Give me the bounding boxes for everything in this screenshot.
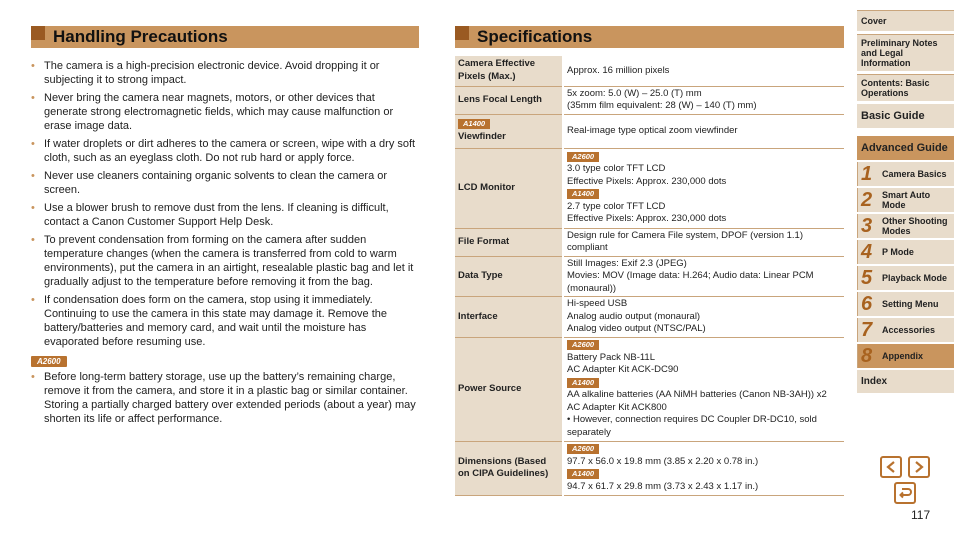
section-title: Handling Precautions bbox=[53, 27, 228, 46]
spec-value: A2600 3.0 type color TFT LCD Effective Pixels: Approx. 230,000 dots A1400 2.7 type color TFT LCD Effective Pixels: Approx. 230,000 dots bbox=[563, 148, 844, 228]
model-badge: A1400 bbox=[567, 378, 599, 388]
model-badge: A2600 bbox=[567, 444, 599, 454]
precautions-list bbox=[31, 59, 419, 353]
return-icon bbox=[898, 487, 912, 499]
model-badge: A2600 bbox=[31, 356, 67, 367]
arrow-left-icon bbox=[885, 461, 897, 473]
sidebar-chapter-6[interactable]: 6 Setting Menu bbox=[857, 292, 954, 316]
model-badge: A2600 bbox=[567, 340, 599, 350]
sidebar-chapter-3[interactable]: 3 Other Shooting Modes bbox=[857, 214, 954, 238]
spec-label: Lens Focal Length bbox=[455, 86, 563, 114]
sidebar-chapter-7[interactable]: 7 Accessories bbox=[857, 318, 954, 342]
list-item: • Never bring the camera near magnets, motors, or other devices that generate strong electromagnetic fields, which may cause malfunction or erase image data. bbox=[31, 92, 394, 132]
spec-label: A1400 Viewfinder bbox=[455, 114, 563, 148]
sidebar-item-preliminary-notes[interactable]: Preliminary Notes and Legal Information bbox=[857, 34, 954, 71]
list-item: • Before long-term battery storage, use up the battery’s remaining charge, remove it from the camera, and store it in a plastic bag or similar container. Storing a partially charged battery over extended periods (about a year) may shorten its life or affect performance. bbox=[31, 371, 416, 425]
sidebar-item-basic-guide[interactable]: Basic Guide bbox=[857, 104, 954, 128]
table-row bbox=[455, 86, 844, 114]
spec-value: A2600 97.7 x 56.0 x 19.8 mm (3.85 x 2.20 x 0.78 in.) A1400 94.7 x 61.7 x 29.8 mm (3.73 x 2.43 x 1.17 in.) bbox=[563, 441, 844, 495]
spec-value: 5x zoom: 5.0 (W) – 25.0 (T) mm (35mm film equivalent: 28 (W) – 140 (T) mm) bbox=[563, 86, 844, 114]
list-item: • The camera is a high-precision electronic device. Avoid dropping it or subjecting it to strong impact. bbox=[31, 60, 380, 86]
table-row bbox=[455, 114, 844, 148]
sidebar-chapter-1[interactable]: 1 Camera Basics bbox=[857, 162, 954, 186]
arrow-right-icon bbox=[913, 461, 925, 473]
model-badge: A1400 bbox=[567, 189, 599, 199]
spec-label: Interface bbox=[455, 297, 563, 338]
list-item: • Use a blower brush to remove dust from the lens. If cleaning is difficult, contact a Canon Customer Support Help Desk. bbox=[31, 202, 389, 228]
spec-value: Approx. 16 million pixels bbox=[563, 56, 844, 86]
specifications-header bbox=[455, 26, 844, 48]
sidebar-item-contents[interactable]: Contents: Basic Operations bbox=[857, 74, 954, 101]
header-marker bbox=[455, 26, 469, 40]
spec-label: Camera Effective Pixels (Max.) bbox=[455, 56, 563, 86]
model-badge: A2600 bbox=[567, 152, 599, 162]
sidebar-item-cover[interactable]: Cover bbox=[857, 10, 954, 31]
sidebar-nav bbox=[857, 10, 954, 393]
spec-value: Hi-speed USB Analog audio output (monaural) Analog video output (NTSC/PAL) bbox=[563, 297, 844, 338]
spec-label: Data Type bbox=[455, 256, 563, 297]
page-number: 117 bbox=[911, 508, 931, 522]
list-item: • If water droplets or dirt adheres to the camera or screen, wipe with a dry soft cloth, such as an eyeglass cloth. Do not rub hard or apply force. bbox=[31, 138, 416, 164]
spec-value: Design rule for Camera File system, DPOF (version 1.1) compliant bbox=[563, 228, 844, 256]
sidebar-item-index[interactable]: Index bbox=[857, 370, 954, 393]
table-row bbox=[455, 441, 844, 495]
handling-precautions-header bbox=[31, 26, 419, 48]
header-marker bbox=[31, 26, 45, 40]
previous-page-button[interactable] bbox=[880, 456, 902, 478]
table-row bbox=[455, 56, 844, 86]
spec-value: Still Images: Exif 2.3 (JPEG) Movies: MOV (Image data: H.264; Audio data: Linear PCM (monaural)) bbox=[563, 256, 844, 297]
spec-value: Real-image type optical zoom viewfinder bbox=[563, 114, 844, 148]
sidebar-item-advanced-guide[interactable]: Advanced Guide bbox=[857, 136, 954, 160]
list-item: • If condensation does form on the camera, stop using it immediately. Continuing to use the camera in this state may damage it. Remove the battery/batteries and memory card, and wait until the moisture has evaporated before resuming use. bbox=[31, 294, 388, 348]
precautions-list-model bbox=[31, 370, 419, 426]
section-title: Specifications bbox=[477, 27, 593, 46]
spec-label: Dimensions (Based on CIPA Guidelines) bbox=[455, 441, 563, 495]
spec-value: A2600 Battery Pack NB-11L AC Adapter Kit ACK-DC90 A1400 AA alkaline batteries (AA NiMH batteries (Canon NB-3AH)) x2 AC Adapter Kit ACK800 • However, connection requires DC Coupler DR-DC10, sold separately bbox=[563, 337, 844, 441]
list-item: • To prevent condensation from forming on the camera after sudden temperature changes (when the camera is transferred from cold to warm environments), put the camera in an airtight, resealable plastic bag and let it gradually adjust to the temperature before removing it from the bag. bbox=[31, 234, 414, 288]
sidebar-chapter-2[interactable]: 2 Smart Auto Mode bbox=[857, 188, 954, 212]
list-item: • Never use cleaners containing organic solvents to clean the camera or screen. bbox=[31, 170, 388, 196]
model-badge: A1400 bbox=[567, 469, 599, 479]
table-row bbox=[455, 228, 844, 256]
sidebar-chapter-5[interactable]: 5 Playback Mode bbox=[857, 266, 954, 290]
next-page-button[interactable] bbox=[908, 456, 930, 478]
spec-label: File Format bbox=[455, 228, 563, 256]
table-row bbox=[455, 148, 844, 228]
spec-label: LCD Monitor bbox=[455, 148, 563, 228]
spec-label: Power Source bbox=[455, 337, 563, 441]
return-button[interactable] bbox=[894, 482, 916, 504]
table-row bbox=[455, 256, 844, 297]
model-badge: A1400 bbox=[458, 119, 490, 129]
sidebar-chapter-8[interactable]: 8 Appendix bbox=[857, 344, 954, 368]
table-row bbox=[455, 337, 844, 441]
spec-table bbox=[455, 56, 844, 496]
table-row bbox=[455, 297, 844, 338]
sidebar-chapter-4[interactable]: 4 P Mode bbox=[857, 240, 954, 264]
